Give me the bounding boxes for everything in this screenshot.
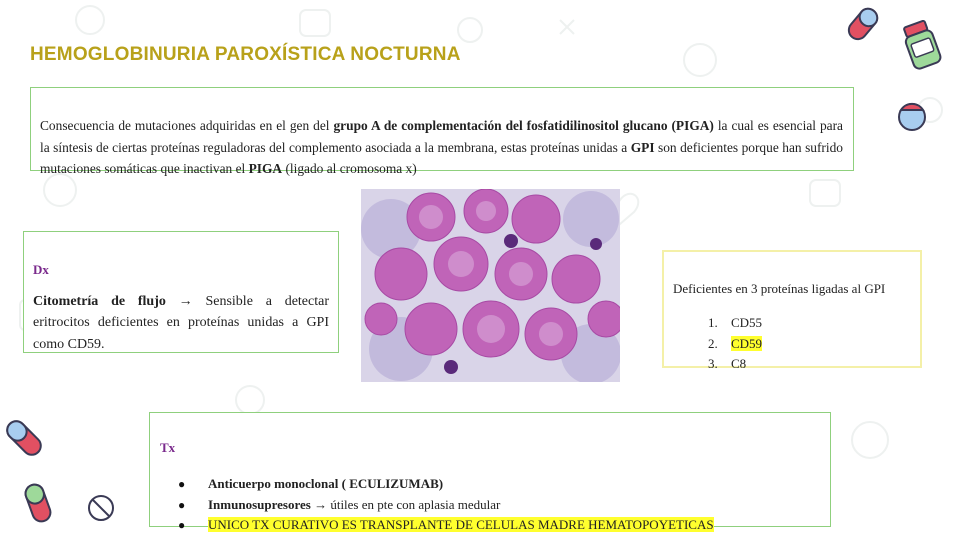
list-item: ● UNICO TX CURATIVO ES TRANSPLANTE DE CELULAS MADRE HEMATOPOYETICAS: [208, 515, 820, 536]
medicine-bottle-icon: [902, 20, 946, 72]
diagnosis-heading: Dx: [33, 262, 49, 277]
deficient-proteins-list: [673, 313, 912, 375]
treatment-box: [149, 412, 831, 532]
pill-capsule-icon: [2, 418, 46, 458]
list-item: 3. C8: [721, 354, 912, 375]
intro-paragraph: Consecuencia de mutaciones adquiridas en el gen del grupo A de complementación del fosfatidilinositol glucano (PIGA) la cual es esencial para la síntesis de ciertas proteínas reguladoras del complemento asociada a la membrana, estas proteínas unidas a GPI son deficientes porque han sufrido mutaciones somáticas que inactivan el PIGA (ligado al cromosoma x): [30, 87, 854, 171]
pill-capsule-icon: [895, 100, 929, 134]
treatment-list: [160, 474, 820, 536]
diagnosis-text: Citometría de flujo → Sensible a detectar eritrocitos deficientes en proteínas unidas a GPI como CD59.: [33, 293, 329, 352]
microscope-cells-image: [361, 189, 620, 382]
list-item: 2. CD59: [721, 334, 912, 355]
pill-capsule-icon: [20, 482, 56, 524]
page-title: HEMOGLOBINURIA PAROXÍSTICA NOCTURNA: [30, 44, 461, 65]
pill-capsule-icon: [85, 492, 117, 524]
deficient-proteins-heading: Deficientes en 3 proteínas ligadas al GPI: [673, 281, 886, 296]
list-item: ● Anticuerpo monoclonal ( ECULIZUMAB): [208, 474, 820, 495]
list-item: 1. CD55: [721, 313, 912, 334]
list-item: ● Inmunosupresores → útiles en pte con aplasia medular: [208, 495, 820, 516]
deficient-proteins-box: [662, 250, 922, 371]
treatment-heading: Tx: [160, 440, 176, 455]
pill-capsule-icon: [843, 4, 883, 44]
diagnosis-box: [23, 231, 339, 353]
